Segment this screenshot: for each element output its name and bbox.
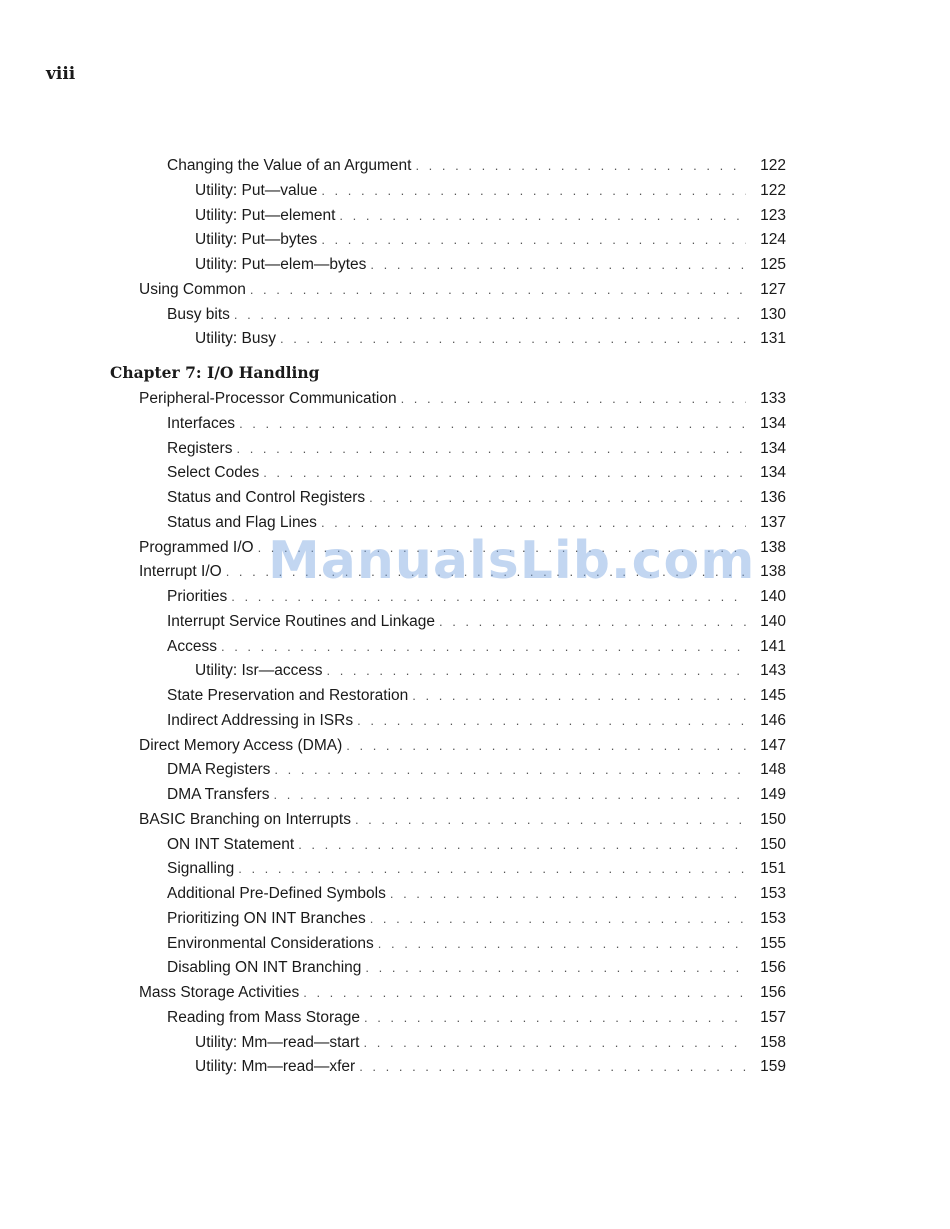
toc-entry[interactable] (0, 437, 950, 462)
dot-leader (439, 610, 746, 635)
dot-leader (326, 659, 746, 684)
toc-entry[interactable] (0, 709, 950, 734)
toc-entry[interactable] (0, 857, 950, 882)
toc-entry-page: 122 (760, 157, 786, 174)
toc-entry[interactable] (0, 734, 950, 759)
toc-entry[interactable] (0, 228, 950, 253)
toc-entry-page: 123 (760, 206, 786, 224)
toc-entry[interactable] (0, 981, 950, 1006)
toc-entry[interactable] (0, 882, 950, 907)
toc-entry[interactable] (0, 956, 950, 981)
toc-entry-title: Using Common (139, 280, 246, 298)
toc-entry[interactable] (0, 486, 950, 511)
toc-entry-title: ON INT Statement (167, 835, 295, 853)
dot-leader (236, 437, 746, 462)
toc-entry-page: 140 (760, 588, 786, 605)
toc-entry[interactable] (0, 659, 950, 684)
dot-leader (263, 461, 746, 486)
dot-leader (370, 907, 746, 932)
toc-entry-title: Reading from Mass Storage (167, 1008, 360, 1026)
toc-entry[interactable] (0, 907, 950, 932)
toc-entry[interactable] (0, 560, 950, 585)
toc-entry[interactable] (0, 461, 950, 486)
dot-leader (280, 327, 746, 352)
toc-entry-title: BASIC Branching on Interrupts (139, 810, 351, 828)
toc-entry[interactable] (0, 684, 950, 709)
toc-entry-page: 134 (760, 414, 786, 432)
toc-entry-title: Utility: Put—element (195, 206, 336, 224)
toc-section-chapter-7 (0, 387, 950, 1080)
toc-entry-title: Interfaces (167, 414, 236, 432)
toc-entry[interactable] (0, 1006, 950, 1031)
toc-entry-title: Disabling ON INT Branching (167, 959, 362, 977)
dot-leader (365, 956, 746, 981)
dot-leader (250, 278, 746, 303)
toc-entry[interactable] (0, 536, 950, 561)
dot-leader (364, 1031, 747, 1056)
toc-entry-title: Utility: Put—value (195, 181, 318, 199)
toc-entry-title: Status and Flag Lines (167, 513, 317, 531)
toc-entry[interactable] (0, 808, 950, 833)
toc-entry[interactable] (0, 179, 950, 204)
toc-entry-page: 138 (760, 538, 786, 556)
toc-entry-page: 137 (760, 513, 786, 531)
toc-entry-title: Utility: Put—bytes (195, 231, 318, 249)
toc-entry-title: DMA Transfers (167, 786, 270, 803)
dot-leader (390, 882, 746, 907)
watermark-logo: ManualsLib.com (268, 531, 756, 591)
toc-entry-title: State Preservation and Restoration (167, 687, 409, 704)
toc-entry[interactable] (0, 932, 950, 957)
dot-leader (370, 253, 746, 278)
toc-entry-page: 134 (760, 464, 786, 482)
toc-entry-page: 159 (760, 1058, 786, 1076)
toc-entry-title: Mass Storage Activities (139, 984, 300, 1001)
toc-entry-page: 146 (760, 711, 786, 729)
toc-entry-page: 156 (760, 959, 786, 977)
toc-entry[interactable] (0, 833, 950, 858)
toc-entry-page: 158 (760, 1033, 786, 1051)
dot-leader (231, 585, 746, 610)
dot-leader (339, 204, 746, 229)
toc-entry-page: 140 (760, 612, 786, 630)
toc-entry-page: 145 (760, 687, 786, 704)
toc-entry-title: Utility: Mm—read—start (195, 1033, 360, 1051)
chapter-heading: Chapter 7: I/O Handling (110, 363, 320, 382)
toc-entry[interactable] (0, 635, 950, 660)
toc-entry-page: 133 (760, 390, 786, 407)
dot-leader (321, 511, 746, 536)
toc-entry-page: 149 (760, 786, 786, 803)
toc-entry-page: 153 (760, 909, 786, 927)
dot-leader (321, 179, 746, 204)
toc-entry-page: 148 (760, 761, 786, 779)
toc-entry-title: Busy bits (167, 305, 230, 323)
toc-entry-title: Peripheral-Processor Communication (139, 390, 397, 407)
toc-entry-title: Indirect Addressing in ISRs (167, 711, 354, 729)
toc-entry-page: 141 (760, 637, 786, 655)
toc-entry-title: Utility: Busy (195, 330, 276, 348)
toc-entry-title: Direct Memory Access (DMA) (139, 736, 343, 754)
toc-entry-page: 150 (760, 810, 786, 828)
toc-entry-page: 156 (760, 984, 786, 1001)
dot-leader (346, 734, 746, 759)
toc-entry[interactable] (0, 387, 950, 412)
toc-entry-title: Priorities (167, 588, 228, 605)
toc-entry[interactable] (0, 278, 950, 303)
toc-entry-page: 130 (760, 305, 786, 323)
toc-entry-title: Status and Control Registers (167, 489, 366, 506)
toc-entry[interactable] (0, 585, 950, 610)
dot-leader (357, 709, 746, 734)
toc-entry-title: Changing the Value of an Argument (167, 157, 412, 174)
toc-entry-page: 124 (760, 231, 786, 249)
toc-entry-title: Utility: Isr—access (195, 662, 323, 680)
toc-entry[interactable] (0, 783, 950, 808)
toc-entry-title: Prioritizing ON INT Branches (167, 909, 366, 927)
toc-entry-title: Additional Pre-Defined Symbols (167, 885, 386, 902)
toc-entry[interactable] (0, 758, 950, 783)
toc-entry-page: 127 (760, 280, 786, 298)
toc-entry[interactable] (0, 327, 950, 352)
toc-entry[interactable] (0, 204, 950, 229)
dot-leader (412, 684, 746, 709)
dot-leader (321, 228, 746, 253)
toc-entry[interactable] (0, 154, 950, 179)
toc-entry-title: Select Codes (167, 464, 260, 482)
dot-leader (239, 412, 746, 437)
toc-entry[interactable] (0, 511, 950, 536)
toc-entry[interactable] (0, 610, 950, 635)
toc-entry-page: 143 (760, 662, 786, 680)
page-number: viii (46, 64, 76, 84)
toc-entry-title: Environmental Considerations (167, 934, 374, 952)
toc-entry-title: Signalling (167, 860, 235, 878)
toc-entry-title: Programmed I/O (139, 538, 254, 556)
dot-leader (298, 833, 746, 858)
dot-leader (274, 758, 746, 783)
toc-entry-title: Interrupt Service Routines and Linkage (167, 612, 435, 630)
dot-leader (238, 857, 746, 882)
dot-leader (355, 808, 746, 833)
dot-leader (303, 981, 746, 1006)
toc-entry-title: Utility: Put—elem—bytes (195, 256, 367, 273)
toc-entry-page: 151 (760, 860, 786, 878)
dot-leader (359, 1055, 746, 1080)
toc-entry-page: 138 (760, 563, 786, 581)
toc-entry-page: 147 (760, 736, 786, 754)
dot-leader (226, 560, 746, 585)
dot-leader (378, 932, 746, 957)
toc-entry[interactable] (0, 253, 950, 278)
table-of-contents (0, 154, 950, 1080)
toc-entry-page: 122 (760, 181, 786, 199)
toc-entry-title: Access (167, 637, 217, 655)
toc-entry-title: Interrupt I/O (139, 563, 222, 581)
toc-entry-page: 150 (760, 835, 786, 853)
dot-leader (401, 387, 746, 412)
toc-entry-page: 131 (760, 330, 786, 348)
toc-entry-page: 136 (760, 489, 786, 506)
toc-entry-title: DMA Registers (167, 761, 271, 779)
toc-entry-page: 125 (760, 256, 786, 273)
toc-entry[interactable] (0, 1055, 950, 1080)
dot-leader (234, 303, 746, 328)
toc-entry[interactable] (0, 1031, 950, 1056)
toc-entry-title: Registers (167, 439, 233, 457)
toc-section-continued (0, 154, 950, 352)
toc-entry-page: 155 (760, 934, 786, 952)
dot-leader (274, 783, 747, 808)
dot-leader (221, 635, 746, 660)
toc-entry-page: 157 (760, 1008, 786, 1026)
toc-entry-page: 153 (760, 885, 786, 902)
dot-leader (364, 1006, 746, 1031)
dot-leader (415, 154, 746, 179)
toc-entry[interactable] (0, 412, 950, 437)
toc-entry-page: 134 (760, 439, 786, 457)
toc-entry-title: Utility: Mm—read—xfer (195, 1058, 356, 1076)
toc-entry[interactable] (0, 303, 950, 328)
dot-leader (258, 536, 746, 561)
dot-leader (369, 486, 746, 511)
